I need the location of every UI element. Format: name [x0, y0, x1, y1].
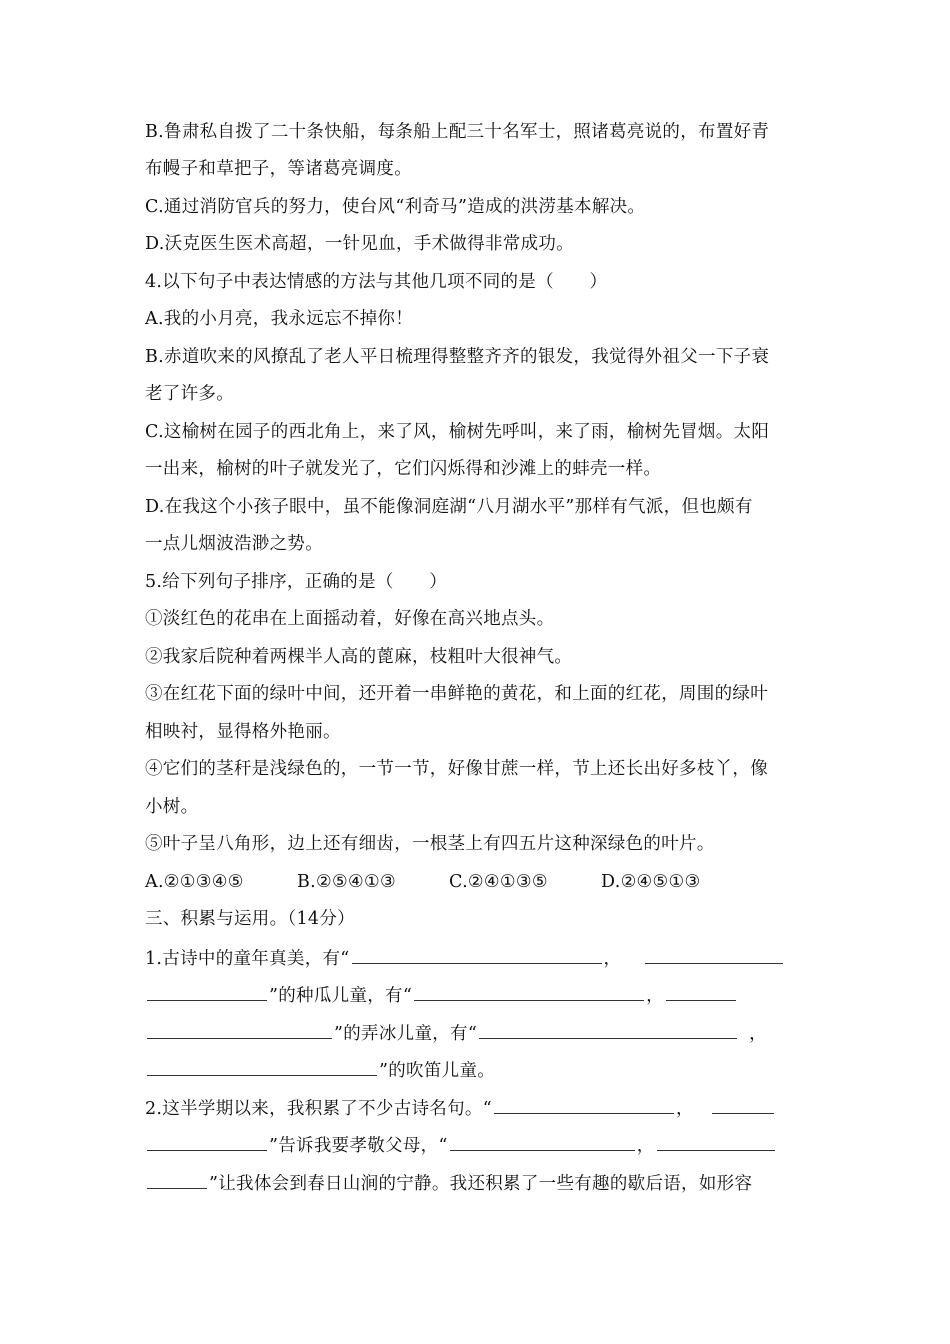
answer-blank[interactable]	[666, 982, 736, 1001]
text-line: D.在我这个小孩子眼中，虽不能像洞庭湖“八月湖水平”那样有气派，但也颇有	[145, 497, 753, 517]
q2-text: 2.这半学期以来，我积累了不少古诗名句。“	[145, 1099, 492, 1119]
text-line: 小树。	[145, 797, 199, 817]
text-line: C.这榆树在园子的西北角上，来了风，榆树先呼叫，来了雨，榆树先冒烟。太阳	[145, 422, 770, 442]
text-line: D.沃克医生医术高超，一针见血，手术做得非常成功。	[145, 234, 574, 254]
text-line: ⑤叶子呈八角形，边上还有细齿，一根茎上有四五片这种深绿色的叶片。	[145, 834, 715, 854]
option-a[interactable]: A.②①③④⑤	[145, 872, 244, 892]
answer-blank[interactable]	[147, 1020, 332, 1039]
answer-blank[interactable]	[147, 1170, 207, 1189]
q2-text: ”告诉我要孝敬父母，“	[269, 1136, 448, 1156]
answer-blank[interactable]	[657, 1132, 775, 1151]
q2-punct: ，	[636, 1136, 655, 1156]
question-2-line-1	[145, 1095, 810, 1121]
q2-punct: ，	[675, 1099, 694, 1119]
option-d[interactable]: D.②④⑤①③	[601, 872, 701, 892]
question-1-line-3	[145, 1020, 810, 1046]
text-line: 一点儿烟波浩渺之势。	[145, 534, 323, 554]
answer-blank[interactable]	[450, 1132, 635, 1151]
question-2-line-3	[145, 1170, 810, 1196]
q1-text: ”的种瓜儿童，有“	[269, 986, 413, 1006]
question-1-line-4	[145, 1057, 810, 1083]
text-line: 一出来，榆树的叶子就发光了，它们闪烁得和沙滩上的蚌壳一样。	[145, 459, 662, 479]
answer-blank[interactable]	[414, 982, 644, 1001]
text-line: ④它们的茎秆是浅绿色的，一节一节，好像甘蔗一样，节上还长出好多枝丫，像	[145, 759, 768, 779]
q1-punct: ，	[749, 1024, 767, 1044]
text-line: B.鲁肃私自拨了二十条快船，每条船上配三十名军士，照诸葛亮说的，布置好青	[145, 122, 770, 142]
text-line: 相映衬，显得格外艳丽。	[145, 722, 341, 742]
answer-blank[interactable]	[645, 945, 783, 964]
option-c[interactable]: C.②④①③⑤	[449, 872, 548, 892]
text-line: 布幔子和草把子，等诸葛亮调度。	[145, 159, 412, 179]
q1-punct: ，	[603, 949, 622, 969]
answer-blank[interactable]	[712, 1095, 774, 1114]
answer-blank[interactable]	[147, 1057, 377, 1076]
section-heading: 三、积累与运用。（14分）	[145, 909, 355, 929]
q1-text: 1.古诗中的童年真美，有“	[145, 949, 350, 969]
text-line: ③在红花下面的绿叶中间，还开着一串鲜艳的黄花，和上面的红花，周围的绿叶	[145, 684, 768, 704]
text-line: ②我家后院种着两棵半人高的蓖麻，枝粗叶大很神气。	[145, 647, 573, 667]
answer-blank[interactable]	[147, 1132, 267, 1151]
question-4: 4.以下句子中表达情感的方法与其他几项不同的是（ ）	[145, 272, 608, 292]
question-2-line-2	[145, 1132, 810, 1158]
q2-text: ”让我体会到春日山涧的宁静。我还积累了一些有趣的歇后语，如形容	[209, 1174, 753, 1194]
answer-blank[interactable]	[479, 1020, 737, 1039]
text-line: ①淡红色的花串在上面摇动着，好像在高兴地点头。	[145, 609, 555, 629]
option-b[interactable]: B.②⑤④①③	[297, 872, 396, 892]
answer-blank[interactable]	[147, 982, 267, 1001]
q1-text: ”的弄冰儿童，有“	[334, 1024, 478, 1044]
answer-blank[interactable]	[494, 1095, 674, 1114]
text-line: C.通过消防官兵的努力，使台风“利奇马”造成的洪涝基本解决。	[145, 197, 646, 217]
q1-punct: ，	[646, 986, 664, 1006]
question-5: 5.给下列句子排序，正确的是（ ）	[145, 572, 448, 592]
q1-text: ”的吹笛儿童。	[379, 1061, 496, 1081]
text-line: A.我的小月亮，我永远忘不掉你！	[145, 309, 413, 329]
question-1-line-2	[145, 982, 810, 1008]
question-1-line-1	[145, 945, 810, 971]
text-line: 老了许多。	[145, 384, 234, 404]
answer-options	[145, 870, 810, 894]
answer-blank[interactable]	[352, 945, 602, 964]
text-line: B.赤道吹来的风撩乱了老人平日梳理得整整齐齐的银发，我觉得外祖父一下子衰	[145, 347, 770, 367]
